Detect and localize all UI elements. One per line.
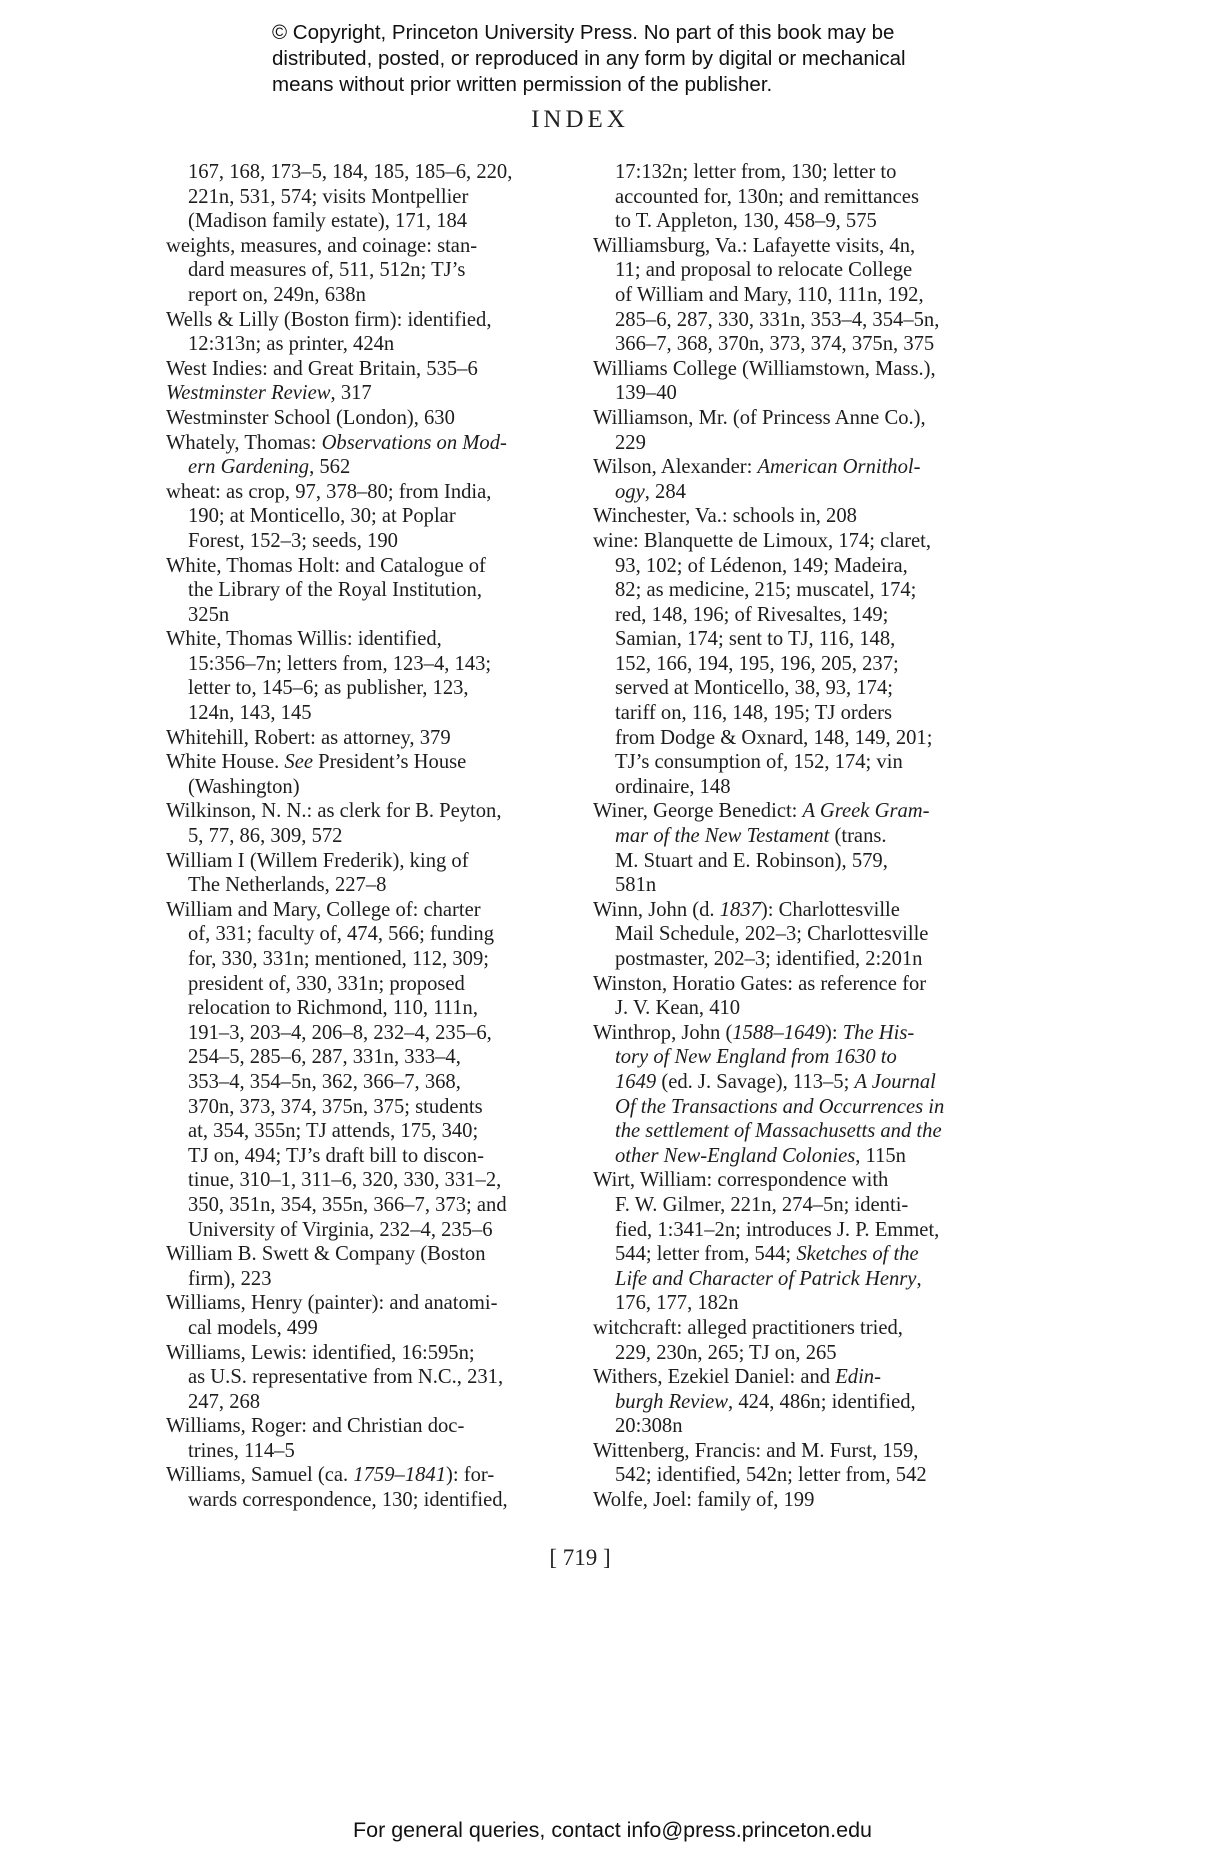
index-line: red, 148, 196; of Rivesaltes, 149; <box>615 603 889 626</box>
italic-text: mar of the New Testament <box>615 825 830 848</box>
index-line: Williams, Lewis: identified, 16:595n; <box>166 1341 475 1364</box>
index-line: to T. Appleton, 130, 458–9, 575 <box>615 210 877 233</box>
italic-text: Sketches of the <box>796 1243 919 1266</box>
index-line: M. Stuart and E. Robinson), 579, <box>615 849 888 872</box>
index-line: served at Monticello, 38, 93, 174; <box>615 677 893 700</box>
italic-text: burgh Review <box>615 1390 729 1413</box>
index-line: 353–4, 354–5n, 362, 366–7, 368, <box>188 1070 461 1093</box>
italic-text: A Greek Gram- <box>802 800 930 823</box>
text-run: , 284 <box>644 480 686 503</box>
index-line: William B. Swett & Company (Boston <box>166 1243 486 1266</box>
italic-text: See <box>284 751 313 774</box>
copyright-line: means without prior written permission of the publisher. <box>272 73 773 96</box>
index-line: for, 330, 331n; mentioned, 112, 309; <box>188 948 489 970</box>
index-line: at, 354, 355n; TJ attends, 175, 340; <box>188 1120 479 1143</box>
index-line <box>166 381 596 406</box>
italic-text: 1759–1841 <box>353 1464 446 1487</box>
index-line: 366–7, 368, 370n, 373, 374, 375n, 375 <box>615 333 935 356</box>
index-line <box>593 1119 1003 1144</box>
index-line <box>166 750 596 775</box>
index-line: weights, measures, and coinage: stan- <box>166 234 478 257</box>
index-line: relocation to Richmond, 110, 111n, <box>188 997 478 1020</box>
index-line <box>593 1390 1003 1415</box>
index-line: wards correspondence, 130; identified, <box>188 1489 508 1512</box>
text-run: White House. <box>166 751 285 774</box>
index-line <box>166 431 596 456</box>
text-run: Winthrop, John ( <box>593 1021 733 1044</box>
text-run: Winn, John (d. <box>593 898 720 921</box>
index-line <box>593 1242 1003 1267</box>
index-line: 167, 168, 173–5, 184, 185, 185–6, 220, <box>188 161 513 183</box>
index-line: (Washington) <box>188 775 300 798</box>
index-line: Whitehill, Robert: as attorney, 379 <box>166 726 451 749</box>
text-run: Williams, Samuel (ca. <box>166 1464 354 1487</box>
index-line: tariff on, 116, 148, 195; TJ orders <box>615 702 893 725</box>
text-run: 544; letter from, 544; <box>615 1243 797 1266</box>
text-run: Winer, George Benedict: <box>593 800 803 823</box>
index-line: 12:313n; as printer, 424n <box>188 333 395 356</box>
index-line: William and Mary, College of: charter <box>166 898 481 921</box>
index-line: ordinaire, 148 <box>615 775 731 798</box>
index-line: 285–6, 287, 330, 331n, 353–4, 354–5n, <box>615 308 940 331</box>
index-line: fied, 1:341–2n; introduces J. P. Emmet, <box>615 1218 940 1241</box>
text-run: Withers, Ezekiel Daniel: and <box>593 1366 836 1389</box>
index-line: White, Thomas Willis: identified, <box>166 628 442 651</box>
index-line: Wilkinson, N. N.: as clerk for B. Peyton, <box>166 800 502 823</box>
text-run: Whately, Thomas: <box>166 431 322 454</box>
italic-text: 1837 <box>719 898 761 921</box>
index-line <box>593 1365 1003 1390</box>
index-line: 11; and proposal to relocate College <box>615 259 913 282</box>
index-line: Williamson, Mr. (of Princess Anne Co.), <box>593 406 926 429</box>
index-line: Williams, Henry (painter): and anatomi- <box>166 1292 498 1315</box>
index-line: 542; identified, 542n; letter from, 542 <box>615 1464 927 1487</box>
text-run: ): for- <box>446 1464 495 1487</box>
index-line: report on, 249n, 638n <box>188 283 366 306</box>
italic-text: ogy <box>615 480 645 503</box>
index-line: Williamsburg, Va.: Lafayette visits, 4n, <box>593 234 916 257</box>
index-line: 152, 166, 194, 195, 196, 205, 237; <box>615 652 899 675</box>
contact-footer: For general queries, contact info@press.princeton.edu <box>352 1818 872 1842</box>
index-line: Williams College (Williamstown, Mass.), <box>593 357 936 380</box>
index-line: (Madison family estate), 171, 184 <box>188 210 468 233</box>
italic-text: Westminster Review <box>166 382 331 405</box>
index-line: White, Thomas Holt: and Catalogue of <box>166 554 486 577</box>
page-title: INDEX <box>531 106 629 133</box>
text-run: , 115n <box>855 1144 906 1167</box>
index-line: the Library of the Royal Institution, <box>188 579 482 602</box>
index-line: Wirt, William: correspondence with <box>593 1169 889 1192</box>
italic-text: 1649 <box>615 1070 657 1093</box>
index-line: 20:308n <box>615 1415 683 1438</box>
index-line: 176, 177, 182n <box>615 1292 739 1315</box>
index-line <box>593 1045 1003 1070</box>
text-run: , 317 <box>330 382 372 405</box>
text-run: (trans. <box>829 825 887 848</box>
index-line: 325n <box>188 603 230 626</box>
italic-text: tory of New England from 1630 to <box>615 1046 897 1069</box>
italic-text: Of the Transactions and Occurrences in <box>615 1095 945 1118</box>
copyright-notice <box>272 20 972 98</box>
index-line: of William and Mary, 110, 111n, 192, <box>615 283 924 306</box>
index-line: letter to, 145–6; as publisher, 123, <box>188 677 469 700</box>
index-line: 191–3, 203–4, 206–8, 232–4, 235–6, <box>188 1021 492 1044</box>
index-line <box>593 898 1003 923</box>
italic-text: Observations on Mod- <box>321 431 507 454</box>
italic-text: Edin- <box>835 1366 881 1389</box>
index-line <box>593 480 1003 505</box>
index-line: wine: Blanquette de Limoux, 174; claret, <box>593 529 931 552</box>
italic-text: ern Gardening <box>188 456 310 479</box>
index-line: 124n, 143, 145 <box>188 702 312 725</box>
index-line: president of, 330, 331n; proposed <box>188 972 465 995</box>
index-line: 17:132n; letter from, 130; letter to <box>615 161 897 183</box>
index-line <box>166 1463 596 1488</box>
copyright-line: distributed, posted, or reproduced in any form by digital or mechanical <box>272 47 906 70</box>
text-run: (ed. J. Savage), 113–5; <box>656 1070 855 1093</box>
index-column-left <box>166 160 596 1513</box>
index-line: 15:356–7n; letters from, 123–4, 143; <box>188 652 492 675</box>
index-line: 82; as medicine, 215; muscatel, 174; <box>615 579 917 602</box>
index-line: F. W. Gilmer, 221n, 274–5n; identi- <box>615 1193 909 1216</box>
index-line: William I (Willem Frederik), king of <box>166 849 469 872</box>
index-line: TJ’s consumption of, 152, 174; vin <box>615 751 903 774</box>
index-line: firm), 223 <box>188 1267 272 1290</box>
index-line: 229, 230n, 265; TJ on, 265 <box>615 1341 837 1364</box>
index-line: Wells & Lilly (Boston firm): identified, <box>166 308 492 331</box>
italic-text: Life and Character of Patrick Henry <box>615 1267 917 1290</box>
index-line: witchcraft: alleged practitioners tried, <box>593 1316 903 1339</box>
italic-text: the settlement of Massachusetts and the <box>615 1120 942 1143</box>
index-line: West Indies: and Great Britain, 535–6 <box>166 357 478 380</box>
index-line: accounted for, 130n; and remittances <box>615 185 919 208</box>
index-line <box>593 1095 1003 1120</box>
index-line: Williams, Roger: and Christian doc- <box>166 1415 465 1438</box>
copyright-line: © Copyright, Princeton University Press. No part of this book may be <box>272 21 895 44</box>
index-line: 581n <box>615 874 657 897</box>
index-line: Winchester, Va.: schools in, 208 <box>593 505 857 528</box>
index-line: University of Virginia, 232–4, 235–6 <box>188 1218 493 1241</box>
index-column-right <box>593 160 1003 1513</box>
italic-text: American Ornithol- <box>757 456 921 479</box>
index-line: J. V. Kean, 410 <box>615 997 741 1020</box>
text-run: , <box>916 1267 922 1290</box>
index-line: from Dodge & Oxnard, 148, 149, 201; <box>615 726 933 749</box>
italic-text: A Journal <box>854 1070 936 1093</box>
index-line: as U.S. representative from N.C., 231, <box>188 1366 504 1389</box>
text-run: , 562 <box>309 456 351 479</box>
text-run: Wilson, Alexander: <box>593 456 758 479</box>
index-line: 93, 102; of Lédenon, 149; Madeira, <box>615 554 908 577</box>
index-line: 139–40 <box>615 382 677 405</box>
italic-text: The His- <box>842 1021 915 1044</box>
index-line: Forest, 152–3; seeds, 190 <box>188 529 398 552</box>
italic-text: 1588–1649 <box>732 1021 825 1044</box>
index-line: Mail Schedule, 202–3; Charlottesville <box>615 923 929 946</box>
index-line: 190; at Monticello, 30; at Poplar <box>188 505 456 528</box>
index-line <box>593 824 1003 849</box>
index-line <box>593 1267 1003 1292</box>
index-line <box>593 455 1003 480</box>
italic-text: other New-England Colonies <box>615 1144 856 1167</box>
index-line: Wittenberg, Francis: and M. Furst, 159, <box>593 1439 919 1462</box>
index-line: 370n, 373, 374, 375n, 375; students <box>188 1095 483 1118</box>
page-number: [ 719 ] <box>549 1545 611 1570</box>
index-line: 5, 77, 86, 309, 572 <box>188 825 343 848</box>
text-run: , 424, 486n; identified, <box>728 1390 916 1413</box>
index-line: Winston, Horatio Gates: as reference for <box>593 972 927 995</box>
index-line: cal models, 499 <box>188 1316 318 1339</box>
index-line: Samian, 174; sent to TJ, 116, 148, <box>615 628 896 651</box>
index-line: trines, 114–5 <box>188 1439 295 1462</box>
index-line: dard measures of, 511, 512n; TJ’s <box>188 259 466 282</box>
index-line <box>593 1070 1003 1095</box>
index-line: 229 <box>615 431 646 454</box>
index-line: 350, 351n, 354, 355n, 366–7, 373; and <box>188 1193 507 1216</box>
index-line: Wolfe, Joel: family of, 199 <box>593 1489 815 1512</box>
text-run: ): <box>824 1021 843 1044</box>
text-run: ): Charlottesville <box>760 898 900 921</box>
index-line <box>166 455 596 480</box>
index-line: postmaster, 202–3; identified, 2:201n <box>615 948 923 970</box>
index-line: 254–5, 285–6, 287, 331n, 333–4, <box>188 1046 461 1069</box>
index-line <box>593 1021 1003 1046</box>
index-line: wheat: as crop, 97, 378–80; from India, <box>166 480 492 503</box>
index-line: TJ on, 494; TJ’s draft bill to discon- <box>188 1144 484 1167</box>
index-line: 247, 268 <box>188 1390 261 1413</box>
index-line: of, 331; faculty of, 474, 566; funding <box>188 923 495 946</box>
index-line: tinue, 310–1, 311–6, 320, 330, 331–2, <box>188 1169 502 1192</box>
index-line <box>593 799 1003 824</box>
text-run: President’s House <box>312 751 467 774</box>
index-line <box>593 1144 1003 1169</box>
index-line: 221n, 531, 574; visits Montpellier <box>188 185 469 208</box>
index-line: Westminster School (London), 630 <box>166 406 455 429</box>
index-line: The Netherlands, 227–8 <box>188 874 387 897</box>
